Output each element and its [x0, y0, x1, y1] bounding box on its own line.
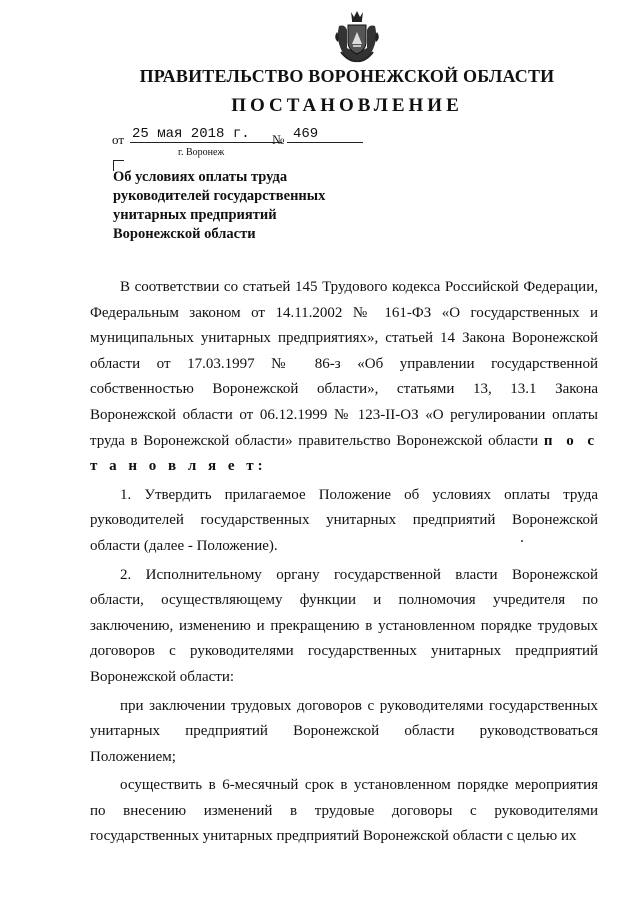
date-number-line	[112, 126, 372, 148]
item-2a-paragraph: при заключении трудовых договоров с руководителями государственных унитарных предприятий Воронежской области руководствоваться Положением;	[90, 697, 598, 765]
date-prefix-label: от	[112, 132, 125, 147]
subject-line: Воронежской области	[113, 226, 256, 242]
subject-line: руководителей государственных	[113, 188, 326, 204]
subject-line: унитарных предприятий	[113, 207, 277, 223]
decree-word: п о с т а н о в л я е т:	[90, 432, 599, 475]
document-number: 469	[287, 126, 363, 143]
item-2-paragraph: 2. Исполнительному органу государственной власти Воронежской области, осуществляющему функции и полномочия учредителя по заключению, изменению и прекращению в установленном порядке трудовых договоров с руководителями государственных унитарных предприятий Воронежской области:	[90, 566, 598, 685]
scan-speck	[521, 540, 523, 542]
city-label: г. Воронеж	[178, 147, 225, 158]
preamble-text: В соответствии со статьей 145 Трудового кодекса Российской Федерации, Федеральным законом от 14.11.2002 № 161-ФЗ «О государственных и муниципальных унитарных предприятиях», статьей 14 Закона Воронежской области от 17.03.1997 № 86-з «Об управлении государственной собственностью Воронежской области», статьями 13, 13.1 Закона Воронежской области от 06.12.1999 № 123-II-ОЗ «О регулировании оплаты труда в Воронежской области» правительство Воронежской области	[90, 279, 598, 449]
preamble-paragraph	[90, 275, 598, 480]
document-body	[90, 275, 598, 850]
document-type-title: ПОСТАНОВЛЕНИЕ	[231, 95, 463, 116]
coat-of-arms-icon	[331, 8, 383, 64]
document-date: 25 мая 2018 г.	[130, 126, 282, 143]
item-1-paragraph: 1. Утвердить прилагаемое Положение об условиях оплаты труда руководителей государственных унитарных предприятий Воронежской области (далее - Положение).	[90, 486, 598, 554]
subject-line: Об условиях оплаты труда	[113, 169, 288, 185]
organization-title: ПРАВИТЕЛЬСТВО ВОРОНЕЖСКОЙ ОБЛАСТИ	[139, 66, 555, 86]
document-subject	[113, 168, 373, 244]
item-2b-paragraph: осуществить в 6-месячный срок в установленном порядке мероприятия по внесению изменений в трудовые договоры с руководителями государственных унитарных предприятий Воронежской области с целью их	[90, 777, 598, 845]
number-sign-label: №	[272, 132, 285, 147]
